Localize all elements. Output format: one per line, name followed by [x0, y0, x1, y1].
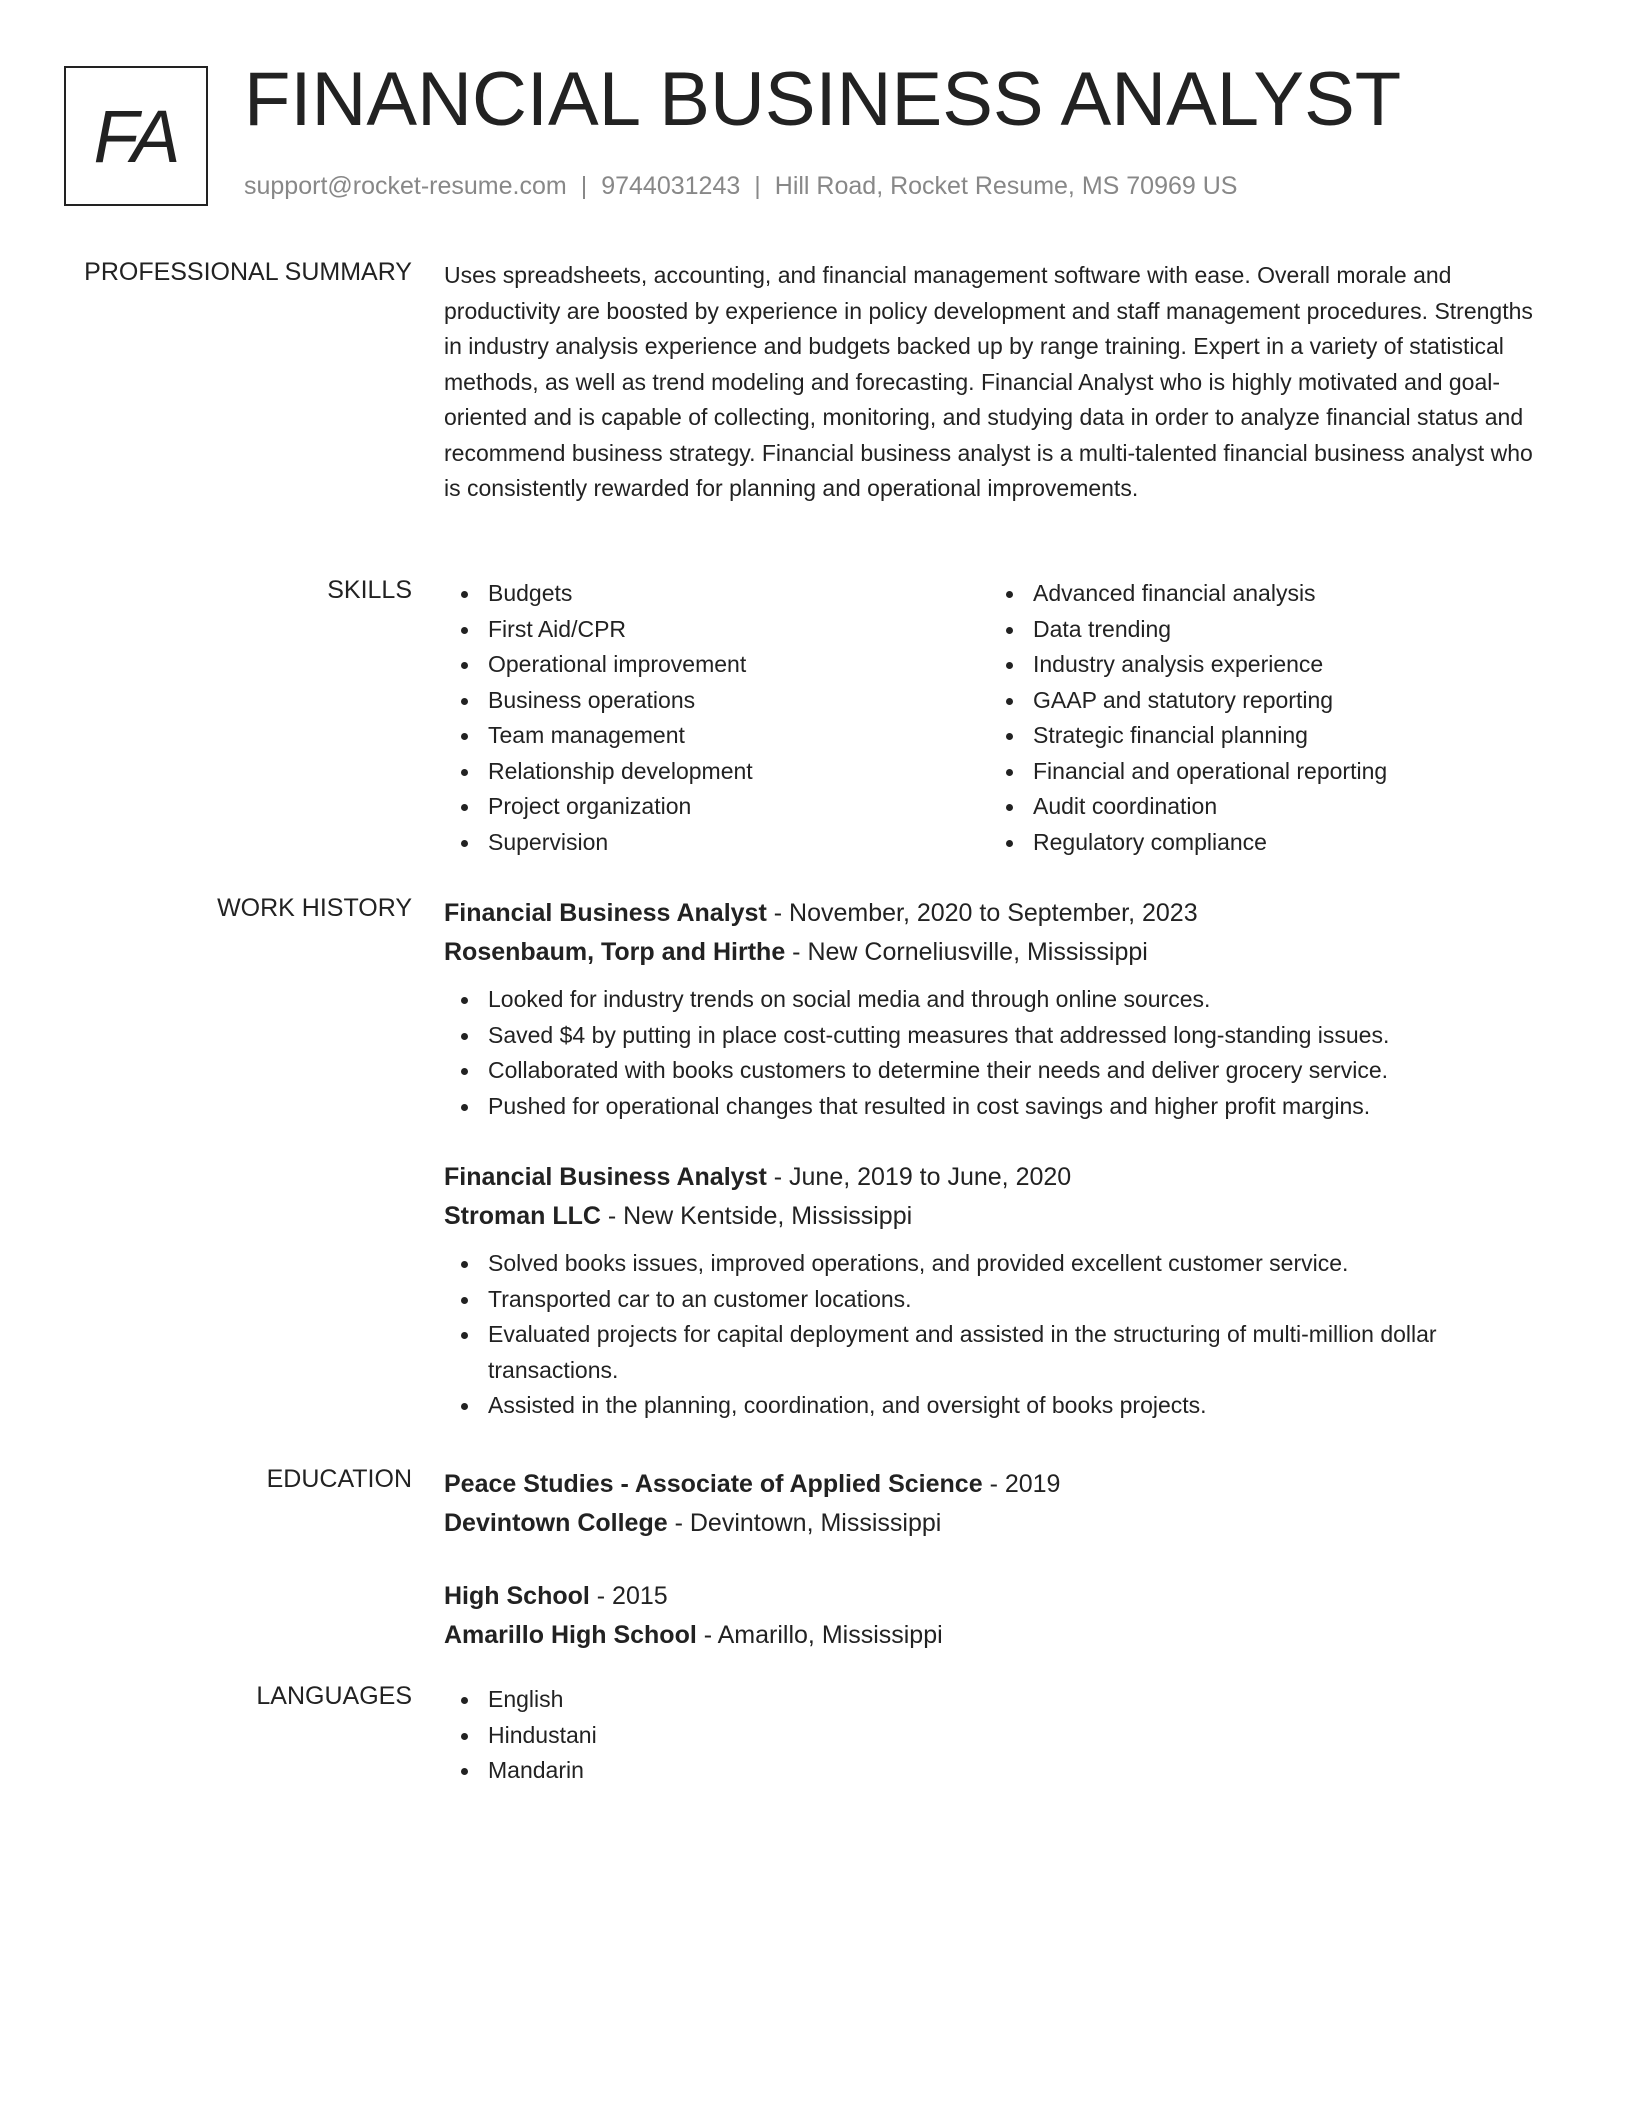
section-label-summary: PROFESSIONAL SUMMARY	[84, 258, 412, 286]
summary-body	[444, 258, 1554, 507]
education-entry	[444, 1577, 1554, 1655]
skill-item: Strategic financial planning	[989, 718, 1534, 754]
job-company-line	[444, 933, 1554, 972]
section-label-skills: SKILLS	[327, 576, 412, 604]
section-label-work-history: WORK HISTORY	[217, 894, 412, 922]
job-company-line	[444, 1197, 1554, 1236]
contact-address: Hill Road, Rocket Resume, MS 70969 US	[774, 172, 1238, 200]
skill-item: Project organization	[444, 789, 989, 825]
skill-item: Industry analysis experience	[989, 647, 1534, 683]
skill-item: Financial and operational reporting	[989, 754, 1534, 790]
skill-item: First Aid/CPR	[444, 612, 989, 648]
education-degree: Peace Studies - Associate of Applied Science	[444, 1470, 983, 1498]
contact-line	[244, 172, 1237, 201]
language-item: Mandarin	[444, 1753, 1554, 1789]
skill-item: Business operations	[444, 683, 989, 719]
job-bullet: Solved books issues, improved operations, and provided excellent customer service.	[444, 1246, 1554, 1282]
job-bullet: Evaluated projects for capital deployment and assisted in the structuring of multi-million dollar transactions.	[444, 1317, 1554, 1388]
skill-item: Regulatory compliance	[989, 825, 1534, 861]
resume-title: FINANCIAL BUSINESS ANALYST	[244, 57, 1402, 142]
education-degree: High School	[444, 1582, 590, 1610]
education-location: - Devintown, Mississippi	[667, 1509, 942, 1537]
skill-item: Operational improvement	[444, 647, 989, 683]
skills-grid	[444, 576, 1554, 860]
job-bullet: Saved $4 by putting in place cost-cutting measures that addressed long-standing issues.	[444, 1018, 1554, 1054]
language-item: Hindustani	[444, 1718, 1554, 1754]
job-title: Financial Business Analyst	[444, 899, 767, 927]
languages-body	[444, 1682, 1554, 1789]
summary-text: Uses spreadsheets, accounting, and financial management software with ease. Overall morale and productivity are boosted by experience in policy development and staff management procedures. Strengths in industry analysis experience and budgets backed up by range training. Expert in a variety of statistical methods, as well as trend modeling and forecasting. Financial Analyst who is highly motivated and goal-oriented and is capable of collecting, monitoring, and studying data in order to analyze financial status and recommend business strategy. Financial business analyst is a multi-talented financial business analyst who is consistently rewarded for planning and operational improvements.	[444, 262, 1533, 501]
contact-separator: |	[580, 172, 588, 200]
job-bullets	[444, 1246, 1554, 1424]
job-entry	[444, 894, 1554, 1124]
skill-item: Supervision	[444, 825, 989, 861]
job-title-line	[444, 1158, 1554, 1197]
job-bullet: Collaborated with books customers to determine their needs and deliver grocery service.	[444, 1053, 1554, 1089]
skill-item: Budgets	[444, 576, 989, 612]
education-location: - Amarillo, Mississippi	[696, 1621, 943, 1649]
section-label-education: EDUCATION	[266, 1465, 412, 1493]
job-bullet: Assisted in the planning, coordination, and oversight of books projects.	[444, 1388, 1554, 1424]
education-school-line	[444, 1504, 1554, 1543]
language-item: English	[444, 1682, 1554, 1718]
education-school-line	[444, 1616, 1554, 1655]
education-degree-line	[444, 1465, 1554, 1504]
work-history-body	[444, 894, 1554, 1424]
skill-item: Advanced financial analysis	[989, 576, 1534, 612]
skill-item: Data trending	[989, 612, 1534, 648]
job-company: Rosenbaum, Torp and Hirthe	[444, 938, 786, 966]
education-body	[444, 1465, 1554, 1655]
job-bullet: Pushed for operational changes that resulted in cost savings and higher profit margins.	[444, 1089, 1554, 1125]
skill-item: Relationship development	[444, 754, 989, 790]
job-company: Stroman LLC	[444, 1202, 601, 1230]
education-entry	[444, 1465, 1554, 1543]
job-title-line	[444, 894, 1554, 933]
job-dates: - June, 2019 to June, 2020	[766, 1163, 1072, 1191]
job-bullet: Looked for industry trends on social media and through online sources.	[444, 982, 1554, 1018]
job-title: Financial Business Analyst	[444, 1163, 767, 1191]
skill-item: Team management	[444, 718, 989, 754]
contact-email: support@rocket-resume.com	[244, 172, 567, 200]
contact-phone: 9744031243	[601, 172, 741, 200]
skills-column-left	[444, 576, 989, 860]
contact-separator: |	[754, 172, 761, 200]
education-year: - 2015	[589, 1582, 668, 1610]
job-bullets	[444, 982, 1554, 1124]
job-dates: - November, 2020 to September, 2023	[766, 899, 1198, 927]
education-school: Devintown College	[444, 1509, 668, 1537]
skill-item: Audit coordination	[989, 789, 1534, 825]
section-label-languages: LANGUAGES	[256, 1682, 412, 1710]
job-location: - New Corneliusville, Mississippi	[785, 938, 1148, 966]
languages-list	[444, 1682, 1554, 1789]
skill-item: GAAP and statutory reporting	[989, 683, 1534, 719]
job-location: - New Kentside, Mississippi	[600, 1202, 913, 1230]
monogram-logo: FA	[64, 66, 208, 206]
education-school: Amarillo High School	[444, 1621, 697, 1649]
skills-column-right	[989, 576, 1534, 860]
education-year: - 2019	[982, 1470, 1061, 1498]
job-bullet: Transported car to an customer locations.	[444, 1282, 1554, 1318]
education-degree-line	[444, 1577, 1554, 1616]
job-entry	[444, 1158, 1554, 1424]
